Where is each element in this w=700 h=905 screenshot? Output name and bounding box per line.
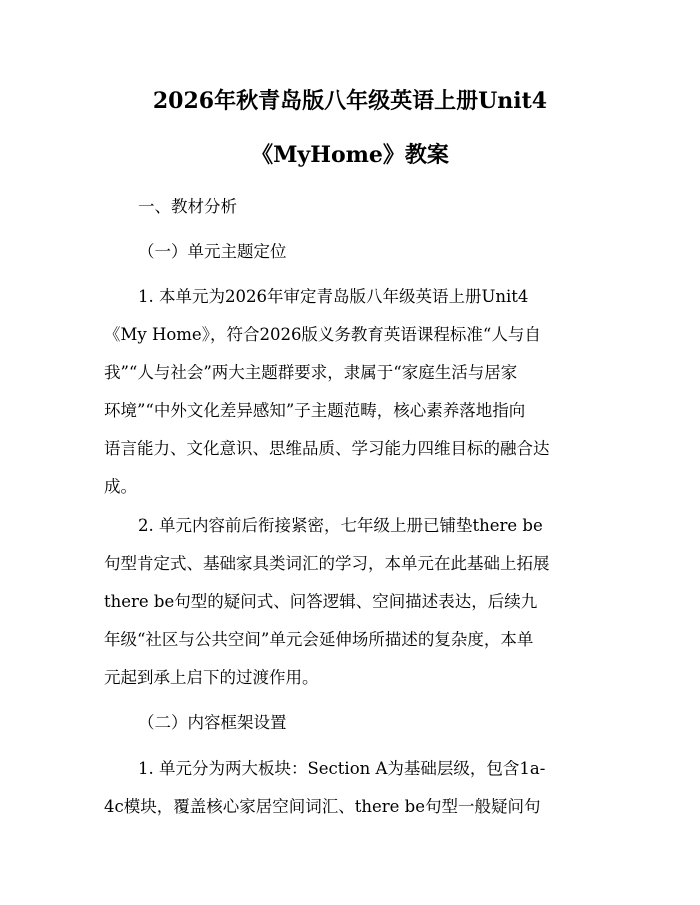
paragraph-2-line-5: 元起到承上启下的过渡作用。 (104, 668, 319, 687)
document-title-line-1: 2026年秋青岛版八年级英语上册Unit4 (152, 88, 548, 114)
document-title-line-2: 《MyHome》教案 (251, 142, 449, 168)
paragraph-3-line-1: 1. 单元分为两大板块：Section A为基础层级，包含1a- (138, 759, 546, 778)
paragraph-2-line-4: 年级“社区与公共空间”单元会延伸场所描述的复杂度，本单 (104, 630, 534, 649)
subsection-heading-content-framework: （二）内容框架设置 (138, 713, 287, 732)
subsection-heading-unit-theme: （一）单元主题定位 (138, 242, 287, 261)
section-heading-teaching-material-analysis: 一、教材分析 (138, 197, 237, 216)
paragraph-1-line-1: 1. 本单元为2026年审定青岛版八年级英语上册Unit4 (138, 287, 529, 306)
paragraph-3-line-2: 4c模块，覆盖核心家居空间词汇、there be句型一般疑问句 (104, 797, 541, 816)
paragraph-1-line-3: 我”“人与社会”两大主题群要求，隶属于“家庭生活与居家 (104, 363, 518, 382)
paragraph-1-line-6: 成。 (104, 477, 137, 496)
paragraph-1-line-4: 环境”“中外文化差异感知”子主题范畴，核心素养落地指向 (104, 401, 526, 420)
paragraph-2-line-2: 句型肯定式、基础家具类词汇的学习，本单元在此基础上拓展 (104, 554, 550, 573)
paragraph-1-line-5: 语言能力、文化意识、思维品质、学习能力四维目标的融合达 (104, 439, 550, 458)
paragraph-2-line-1: 2. 单元内容前后衔接紧密，七年级上册已铺垫there be (138, 516, 543, 535)
paragraph-1-line-2: 《My Home》，符合2026版义务教育英语课程标准“人与自 (104, 325, 541, 344)
paragraph-2-line-3: there be句型的疑问式、问答逻辑、空间描述表达，后续九 (104, 592, 538, 611)
